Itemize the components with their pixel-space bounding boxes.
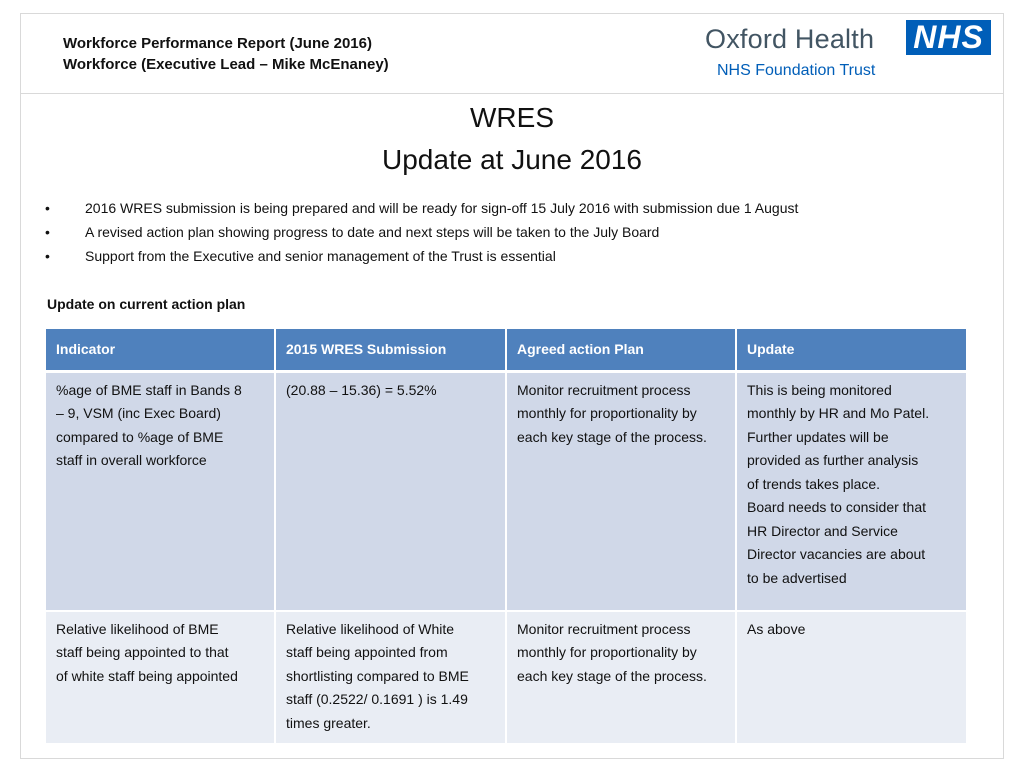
cell-line: – 9, VSM (inc Exec Board) [56, 405, 221, 421]
cell-line: shortlisting compared to BME [286, 667, 469, 684]
logo-org-name: Oxford Health [705, 24, 875, 54]
table-row [45, 371, 967, 611]
table-cell [275, 611, 506, 745]
bullet-text: Support from the Executive and senior management of the Trust is essential [85, 248, 556, 264]
cell-line: times greater. [286, 714, 371, 731]
cell-line: of white staff being appointed [56, 667, 238, 684]
cell-line: staff in overall workforce [56, 452, 207, 468]
report-title [63, 33, 389, 75]
nhs-logo-badge: NHS [906, 20, 991, 55]
bullet-dot-icon: • [45, 200, 50, 216]
page-title: WRES [470, 102, 554, 133]
bullet-item [45, 220, 798, 244]
report-title-line2: Workforce (Executive Lead – Mike McEnaney) [63, 56, 389, 73]
cell-line: compared to %age of BME [56, 428, 224, 445]
cell-line: HR Director and Service [747, 522, 898, 539]
bullet-item [45, 244, 798, 268]
cell-line: monthly for proportionality by [517, 644, 697, 660]
cell-line: Monitor recruitment process [517, 381, 691, 398]
cell-line: This is being monitored [747, 381, 892, 398]
table-cell [275, 371, 506, 611]
table-cell [45, 611, 275, 745]
column-header: Agreed action Plan [506, 328, 736, 371]
bullet-dot-icon: • [45, 224, 50, 240]
cell-line: each key stage of the process. [517, 667, 707, 684]
cell-line: As above [747, 620, 806, 637]
bullet-text: A revised action plan showing progress to date and next steps will be taken to the July Board [85, 224, 660, 240]
cell-line: staff (0.2522/ 0.1691 ) is 1.49 [286, 691, 468, 707]
cell-line: Monitor recruitment process [517, 620, 691, 637]
table-row [45, 611, 967, 745]
cell-line: staff being appointed to that [56, 644, 229, 660]
logo-org-subtitle: NHS Foundation Trust [717, 62, 876, 79]
section-label: Update on current action plan [47, 296, 246, 312]
bullet-text: 2016 WRES submission is being prepared and will be ready for sign-off 15 July 2016 with submission due 1 August [85, 200, 799, 216]
cell-line: %age of BME staff in Bands 8 [56, 381, 242, 398]
cell-line: provided as further analysis [747, 452, 919, 468]
cell-line: of trends takes place. [747, 475, 881, 492]
column-header: Update [736, 328, 967, 371]
bullet-dot-icon: • [45, 248, 50, 264]
cell-line: Director vacancies are about [747, 546, 926, 562]
column-header: 2015 WRES Submission [275, 328, 506, 371]
page-subtitle: Update at June 2016 [382, 144, 642, 175]
header-divider [20, 93, 1004, 94]
table-header-row [45, 328, 967, 371]
cell-line: to be advertised [747, 569, 847, 586]
table-cell [45, 371, 275, 611]
action-plan-table [44, 327, 968, 745]
cell-line: Relative likelihood of BME [56, 620, 219, 637]
table-cell [506, 611, 736, 745]
table-cell [506, 371, 736, 611]
bullet-list [45, 196, 798, 268]
table-cell [736, 371, 967, 611]
bullet-item [45, 196, 798, 220]
report-title-line1: Workforce Performance Report (June 2016) [63, 35, 372, 52]
column-header: Indicator [45, 328, 275, 371]
cell-line: each key stage of the process. [517, 428, 707, 445]
cell-line: Further updates will be [747, 428, 889, 445]
oxford-health-logo [705, 20, 995, 82]
cell-line: monthly by HR and Mo Patel. [747, 405, 930, 421]
cell-line: (20.88 – 15.36) = 5.52% [286, 381, 437, 398]
cell-line: monthly for proportionality by [517, 405, 697, 421]
table-cell [736, 611, 967, 745]
cell-line: staff being appointed from [286, 644, 448, 660]
cell-line: Relative likelihood of White [286, 620, 455, 637]
cell-line: Board needs to consider that [747, 499, 927, 515]
